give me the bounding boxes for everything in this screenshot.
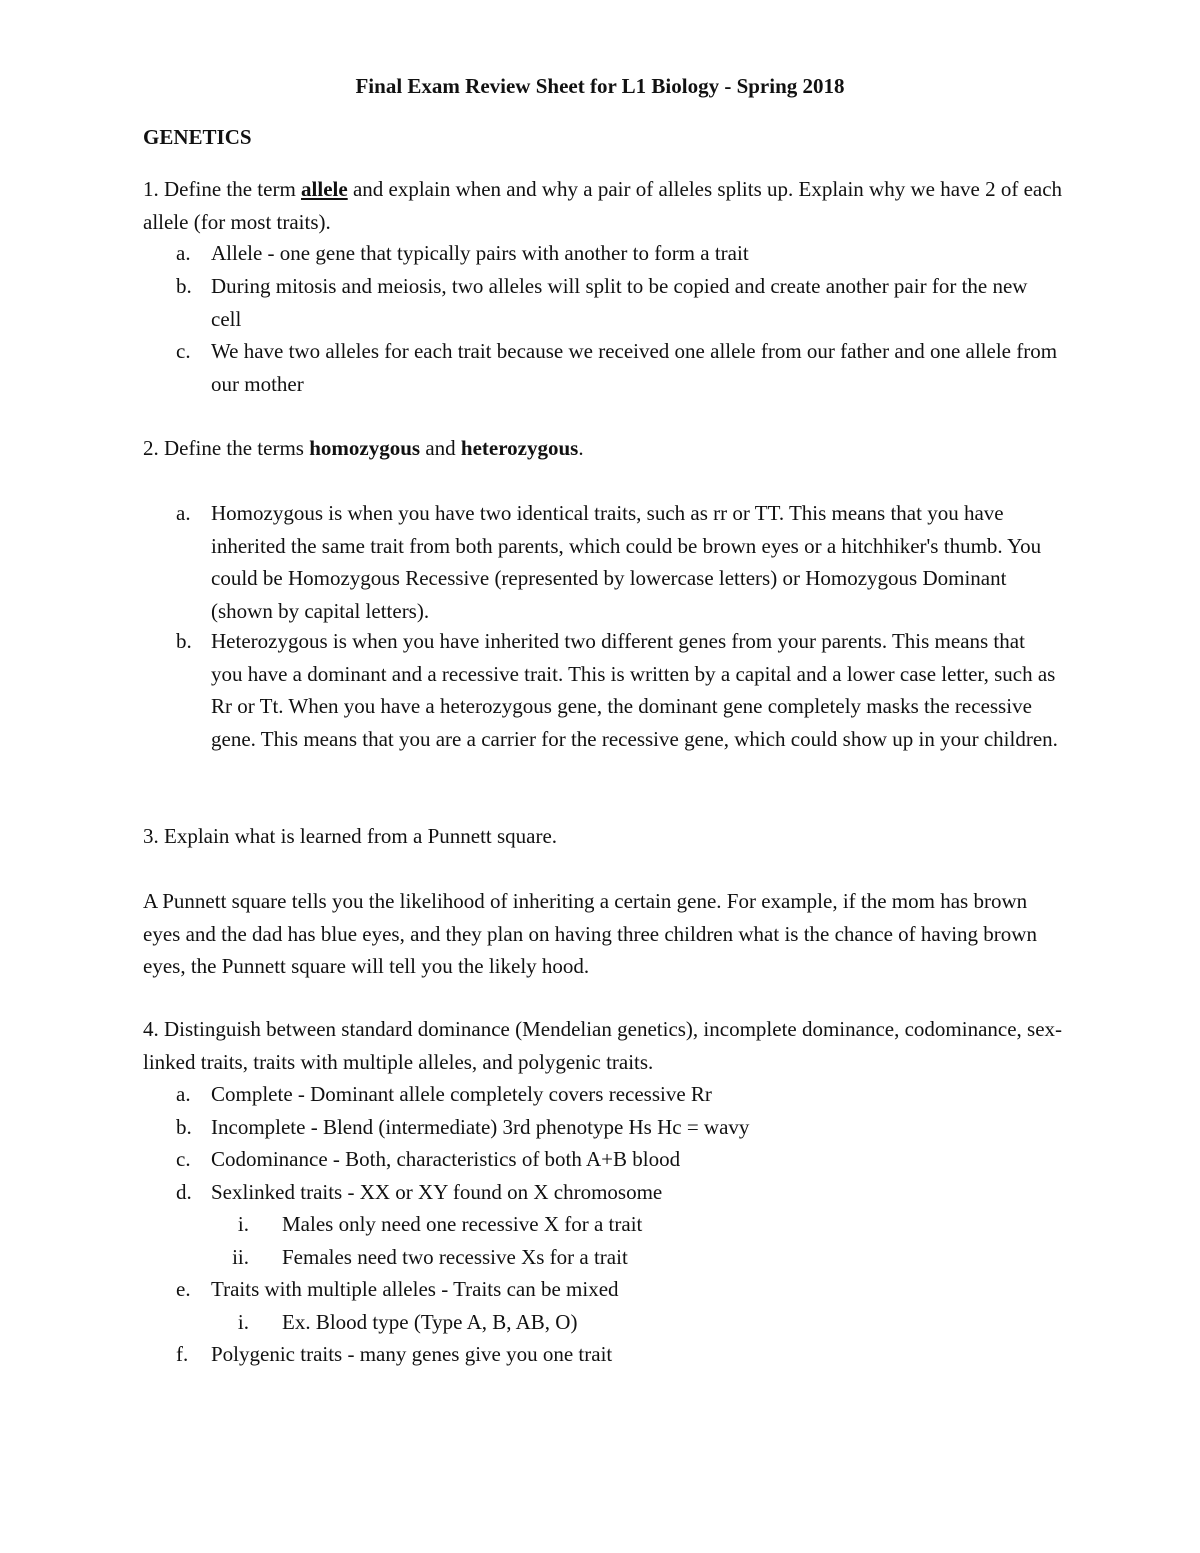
list-marker: e. xyxy=(176,1277,191,1301)
list-item-text: Codominance - Both, characteristics of both A+B blood xyxy=(211,1147,681,1171)
question-2: 2. Define the terms homozygous and heterozygous. xyxy=(143,436,584,460)
list-item-text: Heterozygous is when you have inherited two different genes from your parents. This means that you have a dominant and a recessive trait. This is written by a capital and a lower case letter, such as Rr or Tt. When you have a heterozygous gene, the dominant gene completely masks the recessive gene. This means that you are a carrier for the recessive gene, which could show up in your children. xyxy=(211,629,1058,751)
list-marker: b. xyxy=(176,629,192,653)
question-number: 1. xyxy=(143,177,159,201)
question-number: 3. xyxy=(143,824,159,848)
list-item-text: Ex. Blood type (Type A, B, AB, O) xyxy=(282,1310,578,1334)
list-marker: d. xyxy=(176,1180,192,1204)
list-marker: f. xyxy=(176,1342,189,1366)
term-heterozygous: heterozygous xyxy=(460,436,579,460)
list-marker: a. xyxy=(176,1082,191,1106)
list-marker: c. xyxy=(176,1147,191,1171)
list-item-text: Males only need one recessive X for a trait xyxy=(282,1212,643,1236)
list-marker: c. xyxy=(176,339,191,363)
list-marker: b. xyxy=(176,274,192,298)
list-item-text: During mitosis and meiosis, two alleles will split to be copied and create another pair for the new cell xyxy=(211,274,1028,331)
document-title: Final Exam Review Sheet for L1 Biology - Spring 2018 xyxy=(355,74,845,98)
list-marker: ii. xyxy=(232,1245,249,1269)
list-item-text: Traits with multiple alleles - Traits can be mixed xyxy=(211,1277,619,1301)
list-marker: i. xyxy=(237,1212,249,1236)
term-allele: allele xyxy=(301,177,348,201)
list-item-text: We have two alleles for each trait because we received one allele from our father and one allele from our mother xyxy=(211,339,1058,396)
list-item-text: Females need two recessive Xs for a trait xyxy=(282,1245,628,1269)
list-marker: i. xyxy=(237,1310,249,1334)
list-marker: a. xyxy=(176,241,191,265)
question-1: 1. Define the term allele and explain when and why a pair of alleles splits up. Explain why we have 2 of each allele (for most traits). xyxy=(143,177,1063,234)
question-3: 3. Explain what is learned from a Punnett square. xyxy=(143,824,558,848)
list-item-text: Homozygous is when you have two identical traits, such as rr or TT. This means that you have inherited the same trait from both parents, which could be brown eyes or a hitchhiker's thumb. You could be Homozygous Recessive (represented by lowercase letters) or Homozygous Dominant (shown by capital letters). xyxy=(211,501,1042,623)
list-marker: b. xyxy=(176,1115,192,1139)
question-4: 4. Distinguish between standard dominance (Mendelian genetics), incomplete dominance, codominance, sex-linked traits, traits with multiple alleles, and polygenic traits. xyxy=(143,1017,1063,1074)
term-homozygous: homozygous xyxy=(309,436,421,460)
list-marker: a. xyxy=(176,501,191,525)
question-number: 2. xyxy=(143,436,159,460)
section-heading: GENETICS xyxy=(143,125,252,149)
answer-paragraph: A Punnett square tells you the likelihood of inheriting a certain gene. For example, if the mom has brown eyes and the dad has blue eyes, and they plan on having three children what is the chance of having brown eyes, the Punnett square will tell you the likely hood. xyxy=(143,889,1037,978)
list-item-text: Complete - Dominant allele completely covers recessive Rr xyxy=(211,1082,712,1106)
question-number: 4. xyxy=(143,1017,159,1041)
list-item-text: Allele - one gene that typically pairs with another to form a trait xyxy=(211,241,749,265)
list-item-text: Sexlinked traits - XX or XY found on X chromosome xyxy=(211,1180,663,1204)
list-item-text: Polygenic traits - many genes give you one trait xyxy=(211,1342,613,1366)
list-item-text: Incomplete - Blend (intermediate) 3rd phenotype Hs Hc = wavy xyxy=(211,1115,750,1139)
